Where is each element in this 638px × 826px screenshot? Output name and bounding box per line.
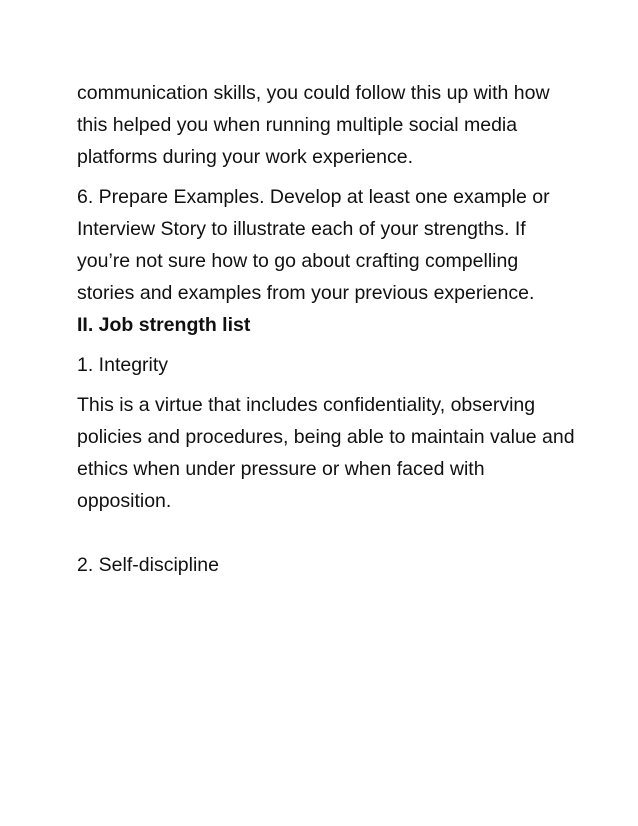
item-1-title: 1. Integrity xyxy=(77,354,169,376)
paragraph-continuation: communication skills, you could follow this up with how this helped you when running multiple social media platforms during your work experience. xyxy=(77,82,550,168)
page-content xyxy=(77,77,577,581)
section-heading: II. Job strength list xyxy=(77,314,251,336)
paragraph-prepare-examples: 6. Prepare Examples. Develop at least one example or Interview Story to illustrate each of your strengths. If you’re not sure how to go about crafting compelling stories and examples from your previous experience. xyxy=(77,186,550,304)
item-2-title: 2. Self-discipline xyxy=(77,554,219,576)
item-1-body: This is a virtue that includes confidentiality, observing policies and procedures, being able to maintain value and ethics when under pressure or when faced with opposition. xyxy=(77,394,575,512)
